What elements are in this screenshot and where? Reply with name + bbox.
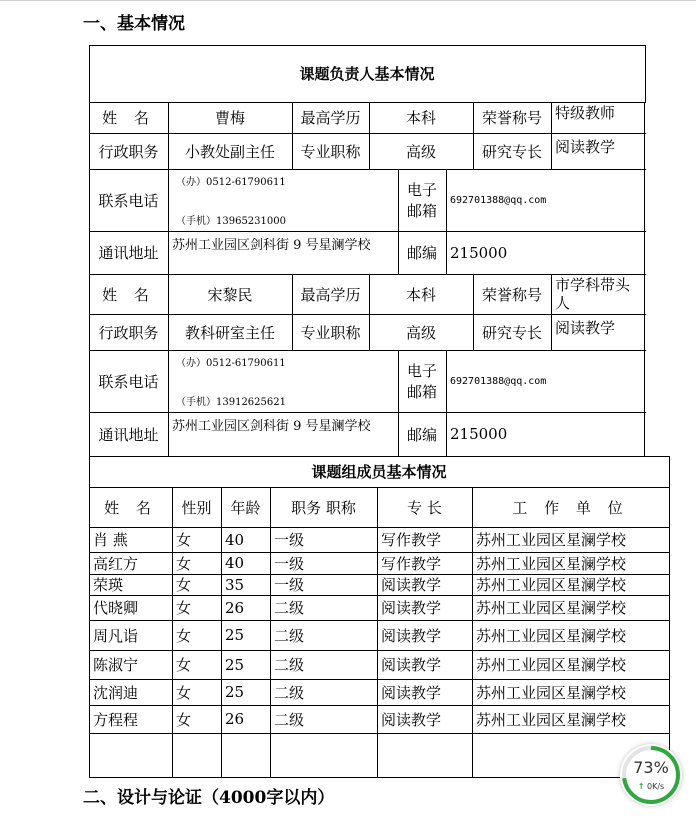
member-age: 25	[225, 683, 245, 701]
member-position-title: 一级	[274, 576, 305, 594]
page-top-border	[0, 0, 696, 1]
member-position-title: 二级	[274, 656, 305, 674]
label-postcode: 邮编	[406, 244, 437, 262]
member-name: 代晓卿	[93, 599, 139, 617]
member-gender: 女	[176, 626, 192, 645]
member-header-workplace: 工 作 单 位	[512, 498, 629, 517]
table-rule	[89, 487, 90, 778]
member-workplace: 苏州工业园区星澜学校	[476, 554, 627, 573]
table-rule	[473, 274, 474, 351]
phone-office: （办）0512-61790611	[176, 177, 286, 188]
label-phone: 联系电话	[98, 372, 159, 391]
member-position-title: 二级	[274, 710, 305, 729]
leader-education: 本科	[405, 285, 436, 304]
label-name: 姓 名	[102, 109, 155, 127]
member-name: 荣瑛	[93, 576, 124, 594]
table-rule	[89, 274, 90, 457]
label-address: 通讯地址	[98, 425, 159, 444]
member-gender: 女	[176, 576, 192, 594]
leader-specialty: 阅读教学	[555, 138, 616, 156]
upload-arrow-icon: ↑	[637, 782, 645, 791]
member-specialty: 阅读教学	[381, 710, 442, 729]
label-phone: 联系电话	[98, 191, 159, 210]
label-education: 最高学历	[300, 285, 361, 304]
table-rule	[551, 274, 552, 351]
leader-name: 宋黎民	[207, 285, 253, 304]
leader-phone	[168, 169, 398, 231]
member-header-gender: 性别	[181, 498, 212, 517]
label-position: 行政职务	[98, 142, 159, 161]
table-rule	[221, 487, 222, 778]
member-header-position-title: 职务 职称	[291, 498, 356, 517]
member-age: 40	[225, 554, 245, 572]
table-rule	[292, 274, 293, 351]
label-email-line2: 邮箱	[406, 383, 437, 401]
member-workplace: 苏州工业园区星澜学校	[476, 531, 627, 549]
table-rule	[446, 169, 447, 275]
leader-title: 高级	[405, 323, 436, 342]
member-name: 高红方	[93, 554, 139, 573]
leader-postcode: 215000	[450, 425, 508, 443]
network-speed	[620, 782, 682, 791]
member-age: 25	[225, 626, 245, 644]
label-email-line2: 邮箱	[406, 202, 437, 220]
table-rule	[168, 102, 169, 275]
member-age: 35	[225, 575, 245, 594]
member-header-age: 年龄	[230, 498, 261, 517]
table-rule	[398, 350, 399, 457]
table-rule	[644, 102, 645, 275]
member-specialty: 写作教学	[381, 531, 442, 549]
leader-phone	[168, 350, 398, 412]
label-title: 专业职称	[300, 323, 361, 342]
member-header-name: 姓 名	[104, 498, 157, 517]
table-rule	[551, 102, 552, 170]
table-rule	[645, 45, 646, 103]
table-rule	[89, 102, 646, 103]
progress-percent: 73%	[633, 758, 669, 777]
table-rule	[644, 274, 645, 457]
member-specialty: 写作教学	[381, 554, 442, 573]
member-gender: 女	[176, 531, 192, 549]
label-honor: 荣誉称号	[481, 109, 542, 127]
member-position-title: 二级	[274, 683, 305, 702]
table-rule	[89, 102, 90, 275]
leader-honor: 市学科带头人	[555, 276, 631, 312]
member-position-title: 二级	[274, 626, 305, 645]
member-name: 方程程	[93, 710, 139, 729]
label-postcode: 邮编	[406, 425, 437, 444]
member-gender: 女	[176, 599, 192, 617]
table-rule	[168, 274, 169, 457]
table-rule	[89, 350, 646, 351]
leader-position: 小教处副主任	[184, 142, 275, 161]
table-rule	[369, 102, 370, 170]
table-rule	[473, 102, 474, 170]
table-rule	[377, 487, 378, 778]
member-workplace: 苏州工业园区星澜学校	[476, 576, 627, 594]
member-position-title: 一级	[274, 554, 305, 573]
leader-address: 苏州工业园区剑科街 9 号星澜学校	[172, 419, 371, 434]
member-age: 26	[225, 710, 245, 728]
section-heading-basic-info: 一、基本情况	[83, 14, 185, 34]
member-workplace: 苏州工业园区星澜学校	[476, 626, 627, 645]
member-specialty: 阅读教学	[381, 656, 442, 674]
member-specialty: 阅读教学	[381, 576, 442, 594]
table-rule	[89, 456, 90, 488]
leader-address: 苏州工业园区剑科街 9 号星澜学校	[172, 238, 371, 253]
member-specialty: 阅读教学	[381, 683, 442, 702]
table-rule	[89, 133, 646, 134]
table-rule	[89, 777, 670, 778]
member-position-title: 二级	[274, 599, 305, 617]
member-age: 26	[225, 598, 245, 617]
member-age: 25	[225, 655, 245, 674]
label-email	[398, 350, 446, 412]
member-workplace: 苏州工业园区星澜学校	[476, 599, 627, 617]
table-rule	[292, 102, 293, 170]
section-heading-design: 二、设计与论证（4000字以内）	[83, 788, 335, 808]
leader-name: 曹梅	[214, 109, 245, 127]
table-rule	[89, 412, 646, 413]
label-specialty: 研究专长	[481, 142, 542, 161]
table-rule	[669, 456, 670, 488]
table-rule	[398, 169, 399, 275]
leader-specialty: 阅读教学	[555, 319, 616, 337]
member-workplace: 苏州工业园区星澜学校	[476, 710, 627, 729]
phone-mobile: （手机）13965231000	[176, 216, 286, 227]
label-email-line1: 电子	[406, 181, 437, 199]
member-name: 陈淑宁	[93, 656, 139, 674]
member-gender: 女	[176, 554, 192, 573]
table-rule	[369, 274, 370, 351]
member-table-title: 课题组成员基本情况	[311, 463, 447, 481]
table-rule	[472, 487, 473, 778]
label-position: 行政职务	[98, 323, 159, 342]
member-workplace: 苏州工业园区星澜学校	[476, 656, 627, 674]
member-position-title: 一级	[274, 531, 305, 549]
table-rule	[89, 169, 646, 170]
table-rule	[89, 314, 646, 315]
table-rule	[89, 45, 646, 46]
table-rule	[446, 350, 447, 457]
table-rule	[172, 487, 173, 778]
member-name: 沈润迪	[93, 683, 139, 702]
label-specialty: 研究专长	[481, 323, 542, 342]
leader-email: 692701388@qq.com	[450, 194, 547, 206]
table-rule	[89, 456, 670, 457]
member-specialty: 阅读教学	[381, 626, 442, 645]
label-email	[398, 169, 446, 231]
member-workplace: 苏州工业园区星澜学校	[476, 683, 627, 702]
leader-title: 高级	[405, 142, 436, 161]
table-rule	[89, 274, 646, 275]
label-honor: 荣誉称号	[481, 285, 542, 304]
progress-widget[interactable]	[620, 744, 682, 806]
label-email-line1: 电子	[406, 362, 437, 380]
member-gender: 女	[176, 656, 192, 674]
table-rule	[89, 733, 670, 734]
phone-office: （办）0512-61790611	[176, 358, 286, 369]
label-address: 通讯地址	[98, 244, 159, 262]
leader-table-title: 课题负责人基本情况	[299, 65, 435, 83]
speed-value: 0K/s	[647, 782, 665, 791]
table-rule	[89, 231, 646, 232]
member-specialty: 阅读教学	[381, 599, 442, 617]
member-age: 40	[225, 530, 245, 549]
label-education: 最高学历	[300, 109, 361, 127]
leader-education: 本科	[405, 109, 436, 127]
member-gender: 女	[176, 710, 192, 729]
member-gender: 女	[176, 683, 192, 702]
leader-email: 692701388@qq.com	[450, 375, 547, 387]
member-name: 周凡诣	[93, 626, 139, 645]
leader-postcode: 215000	[450, 243, 508, 262]
leader-honor: 特级教师	[555, 104, 616, 122]
table-rule	[270, 487, 271, 778]
member-name: 肖 燕	[93, 531, 128, 549]
phone-mobile: （手机）13912625621	[176, 397, 286, 408]
table-rule	[669, 487, 670, 778]
label-name: 姓 名	[102, 285, 155, 304]
member-header-specialty: 专 长	[407, 498, 442, 517]
label-title: 专业职称	[300, 142, 361, 161]
leader-position: 教科研室主任	[184, 323, 275, 342]
